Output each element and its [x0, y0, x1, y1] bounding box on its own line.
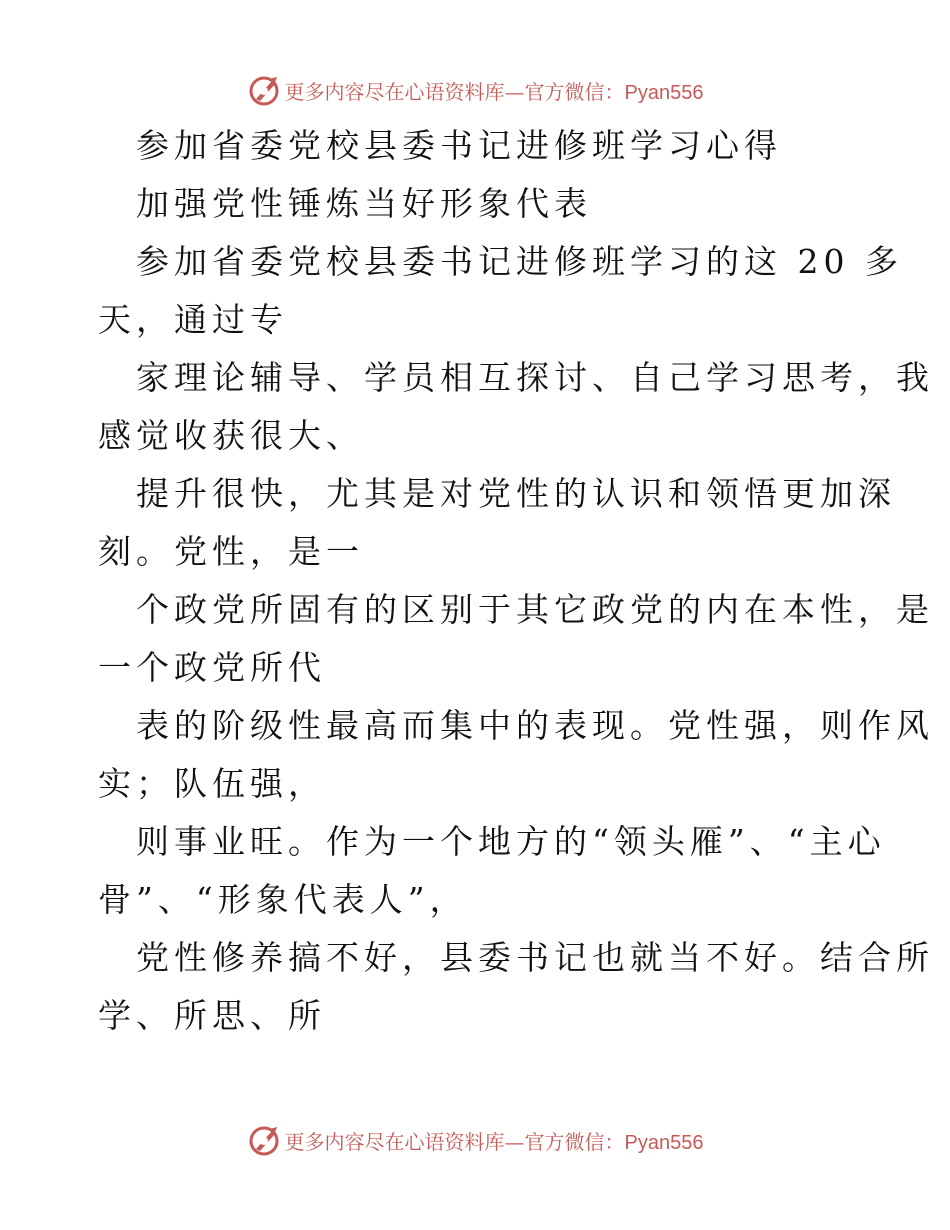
- quill-logo-icon: [247, 73, 281, 107]
- body-line: 实；队伍强，: [98, 764, 326, 803]
- body-line: 加强党性锤炼当好形象代表: [136, 184, 592, 223]
- body-line: 则事业旺。作为一个地方的“领头雁”、“主心: [136, 822, 886, 861]
- banner-text: 更多内容尽在心语资料库—官方微信：Pyan556: [284, 79, 704, 104]
- body-line: 党性修养搞不好，县委书记也就当不好。结合所: [136, 938, 934, 977]
- header-banner: [0, 70, 950, 110]
- body-line: 感觉收获很大、: [98, 416, 364, 455]
- body-line: 学、所思、所: [98, 996, 326, 1035]
- body-line: 一个政党所代: [98, 648, 326, 687]
- body-line: 参加省委党校县委书记进修班学习心得: [136, 126, 782, 165]
- body-line: 参加省委党校县委书记进修班学习的这 20 多: [136, 242, 903, 281]
- body-line: 天，通过专: [98, 300, 288, 339]
- banner-text: 更多内容尽在心语资料库—官方微信：Pyan556: [284, 1129, 704, 1154]
- body-line: 刻。党性，是一: [98, 532, 364, 571]
- footer-banner: [0, 1120, 950, 1160]
- body-line: 表的阶级性最高而集中的表现。党性强，则作风: [136, 706, 934, 745]
- body-line: 个政党所固有的区别于其它政党的内在本性，是: [136, 590, 934, 629]
- body-line: 家理论辅导、学员相互探讨、自己学习思考，我: [136, 358, 934, 397]
- body-line: 骨”、“形象代表人”，: [98, 880, 468, 919]
- quill-logo-icon: [247, 1123, 281, 1157]
- body-line: 提升很快，尤其是对党性的认识和领悟更加深: [136, 474, 896, 513]
